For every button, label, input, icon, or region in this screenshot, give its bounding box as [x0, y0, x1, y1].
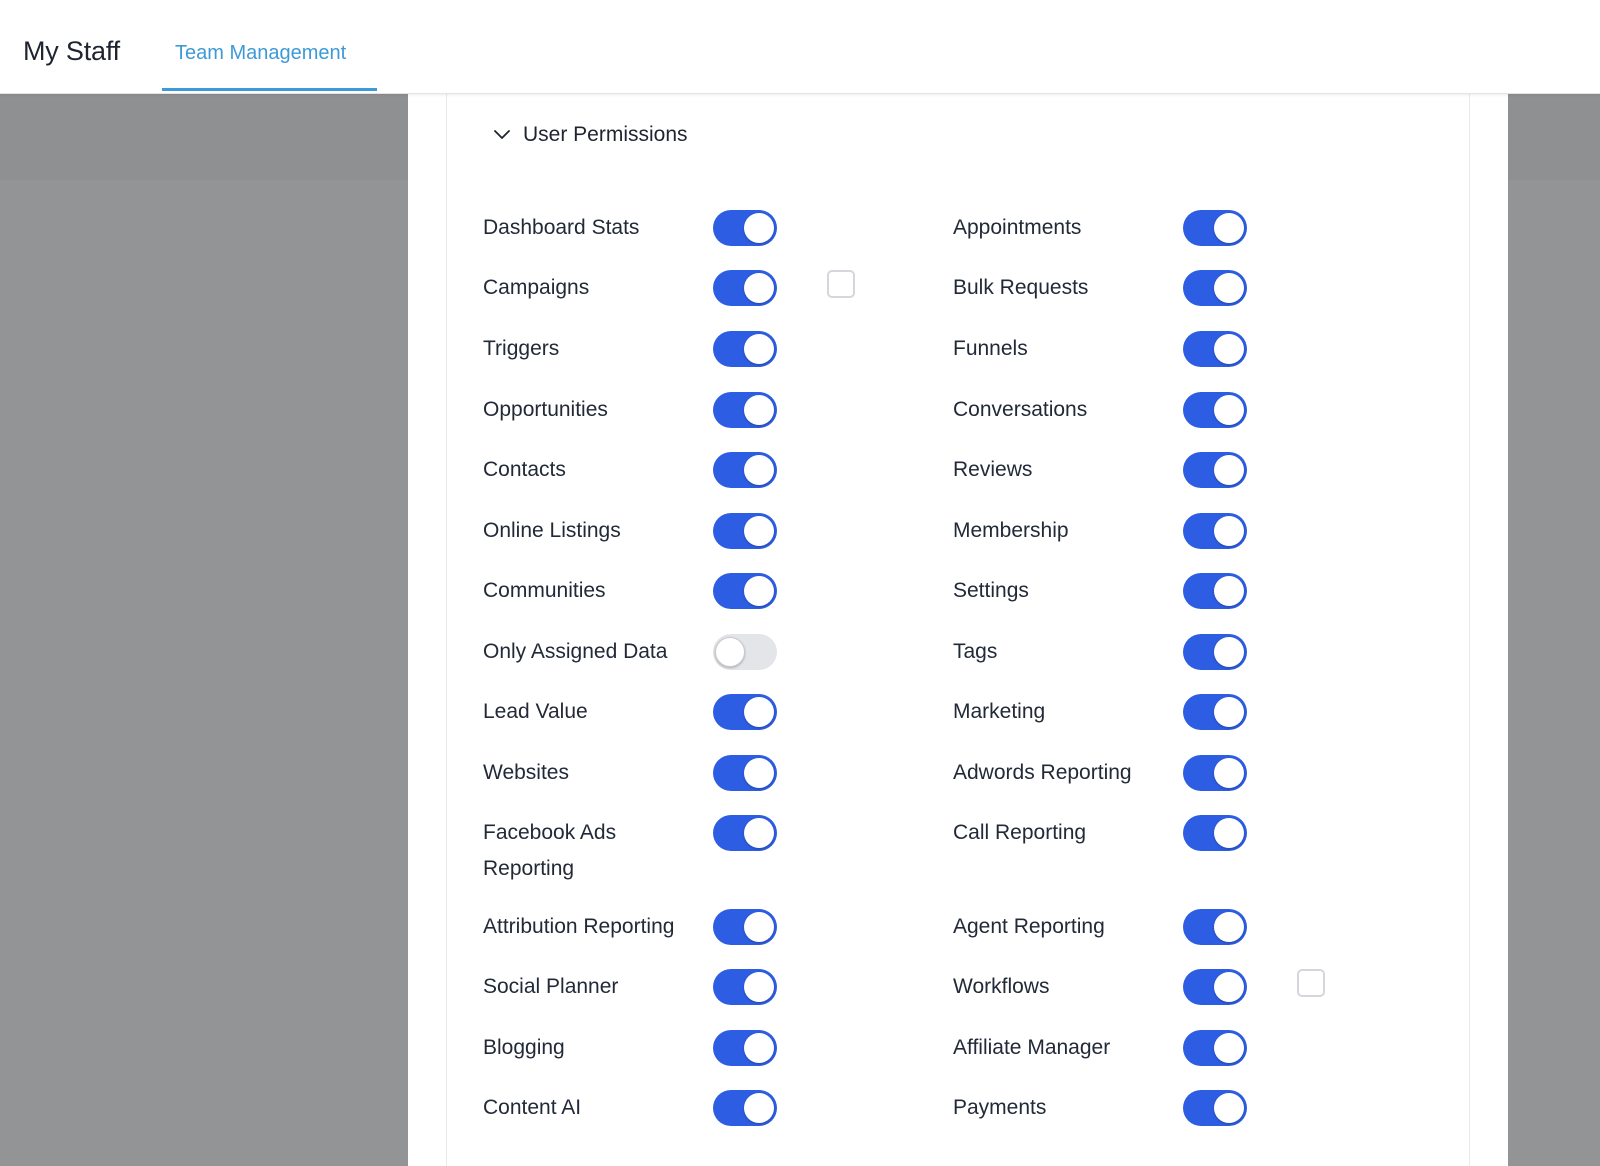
- toggle-knob: [1214, 697, 1244, 727]
- toggle-workflows[interactable]: [1183, 969, 1247, 1005]
- permission-label-appointments: Appointments: [953, 216, 1082, 239]
- active-tab-indicator: [162, 88, 377, 91]
- toggle-conversations[interactable]: [1183, 392, 1247, 428]
- toggle-payments[interactable]: [1183, 1090, 1247, 1126]
- permission-label-contacts: Contacts: [483, 458, 566, 481]
- checkbox-workflows[interactable]: [1297, 969, 1325, 997]
- toggle-social-planner[interactable]: [713, 969, 777, 1005]
- tab-label: Team Management: [175, 42, 347, 64]
- permission-label-communities: Communities: [483, 579, 606, 602]
- toggle-campaigns[interactable]: [713, 270, 777, 306]
- toggle-membership[interactable]: [1183, 513, 1247, 549]
- toggle-appointments[interactable]: [1183, 210, 1247, 246]
- toggle-only-assigned-data[interactable]: [713, 634, 777, 670]
- toggle-bulk-requests[interactable]: [1183, 270, 1247, 306]
- permission-label-membership: Membership: [953, 519, 1069, 542]
- permission-label-opportunities: Opportunities: [483, 398, 608, 421]
- toggle-knob: [744, 818, 774, 848]
- chevron-down-icon: [491, 124, 513, 146]
- permission-label-lead-value: Lead Value: [483, 700, 588, 723]
- toggle-knob: [744, 273, 774, 303]
- toggle-lead-value[interactable]: [713, 694, 777, 730]
- permission-label-campaigns: Campaigns: [483, 276, 590, 299]
- toggle-knob: [715, 637, 745, 667]
- toggle-knob: [1214, 395, 1244, 425]
- toggle-knob: [1214, 455, 1244, 485]
- toggle-blogging[interactable]: [713, 1030, 777, 1066]
- permission-label-facebook-ads-reporting: Facebook Ads Reporting: [483, 821, 617, 880]
- permission-label-content-ai: Content AI: [483, 1096, 582, 1119]
- permission-label-conversations: Conversations: [953, 398, 1088, 421]
- permission-label-websites: Websites: [483, 761, 569, 784]
- toggle-knob: [744, 395, 774, 425]
- toggle-knob: [744, 697, 774, 727]
- toggle-triggers[interactable]: [713, 331, 777, 367]
- toggle-settings[interactable]: [1183, 573, 1247, 609]
- toggle-knob: [1214, 912, 1244, 942]
- permission-label-agent-reporting: Agent Reporting: [953, 915, 1105, 938]
- toggle-knob: [744, 1033, 774, 1063]
- top-bar: [0, 0, 1600, 94]
- toggle-knob: [744, 972, 774, 1002]
- toggle-knob: [1214, 637, 1244, 667]
- permission-label-settings: Settings: [953, 579, 1029, 602]
- permission-label-funnels: Funnels: [953, 337, 1028, 360]
- toggle-knob: [1214, 516, 1244, 546]
- permission-label-dashboard-stats: Dashboard Stats: [483, 216, 640, 239]
- toggle-knob: [744, 516, 774, 546]
- permission-label-payments: Payments: [953, 1096, 1047, 1119]
- permission-label-bulk-requests: Bulk Requests: [953, 276, 1089, 299]
- toggle-affiliate-manager[interactable]: [1183, 1030, 1247, 1066]
- permission-label-attribution-reporting: Attribution Reporting: [483, 915, 675, 938]
- toggle-knob: [744, 576, 774, 606]
- toggle-tags[interactable]: [1183, 634, 1247, 670]
- toggle-adwords-reporting[interactable]: [1183, 755, 1247, 791]
- toggle-knob: [1214, 576, 1244, 606]
- toggle-content-ai[interactable]: [713, 1090, 777, 1126]
- toggle-call-reporting[interactable]: [1183, 815, 1247, 851]
- permission-label-reviews: Reviews: [953, 458, 1033, 481]
- toggle-online-listings[interactable]: [713, 513, 777, 549]
- permission-label-affiliate-manager: Affiliate Manager: [953, 1036, 1111, 1059]
- toggle-knob: [1214, 972, 1244, 1002]
- toggle-websites[interactable]: [713, 755, 777, 791]
- permission-label-adwords-reporting: Adwords Reporting: [953, 761, 1132, 784]
- permissions-card: [446, 94, 1470, 1166]
- toggle-knob: [744, 213, 774, 243]
- toggle-knob: [1214, 213, 1244, 243]
- toggle-marketing[interactable]: [1183, 694, 1247, 730]
- toggle-knob: [744, 758, 774, 788]
- toggle-facebook-ads-reporting[interactable]: [713, 815, 777, 851]
- page-title: My Staff: [23, 36, 120, 66]
- tab-team-management[interactable]: [162, 0, 377, 91]
- section-title: User Permissions: [523, 123, 688, 146]
- permission-label-workflows: Workflows: [953, 975, 1050, 998]
- toggle-knob: [1214, 1033, 1244, 1063]
- toggle-knob: [1214, 818, 1244, 848]
- permission-label-marketing: Marketing: [953, 700, 1046, 723]
- checkbox-campaigns[interactable]: [827, 270, 855, 298]
- permission-label-tags: Tags: [953, 640, 998, 663]
- toggle-knob: [1214, 273, 1244, 303]
- toggle-knob: [744, 334, 774, 364]
- toggle-knob: [1214, 758, 1244, 788]
- toggle-reviews[interactable]: [1183, 452, 1247, 488]
- permission-label-call-reporting: Call Reporting: [953, 821, 1087, 844]
- user-permissions-header[interactable]: [491, 120, 688, 150]
- toggle-knob: [744, 912, 774, 942]
- toggle-knob: [744, 455, 774, 485]
- toggle-knob: [744, 1093, 774, 1123]
- toggle-contacts[interactable]: [713, 452, 777, 488]
- toggle-agent-reporting[interactable]: [1183, 909, 1247, 945]
- permissions-modal: [408, 94, 1508, 1166]
- permission-label-social-planner: Social Planner: [483, 975, 619, 998]
- toggle-attribution-reporting[interactable]: [713, 909, 777, 945]
- toggle-knob: [1214, 1093, 1244, 1123]
- permission-label-only-assigned-data: Only Assigned Data: [483, 640, 668, 663]
- toggle-communities[interactable]: [713, 573, 777, 609]
- permission-label-triggers: Triggers: [483, 337, 560, 360]
- permission-label-online-listings: Online Listings: [483, 519, 621, 542]
- toggle-funnels[interactable]: [1183, 331, 1247, 367]
- permission-label-blogging: Blogging: [483, 1036, 565, 1059]
- toggle-knob: [1214, 334, 1244, 364]
- toggle-opportunities[interactable]: [713, 392, 777, 428]
- toggle-dashboard-stats[interactable]: [713, 210, 777, 246]
